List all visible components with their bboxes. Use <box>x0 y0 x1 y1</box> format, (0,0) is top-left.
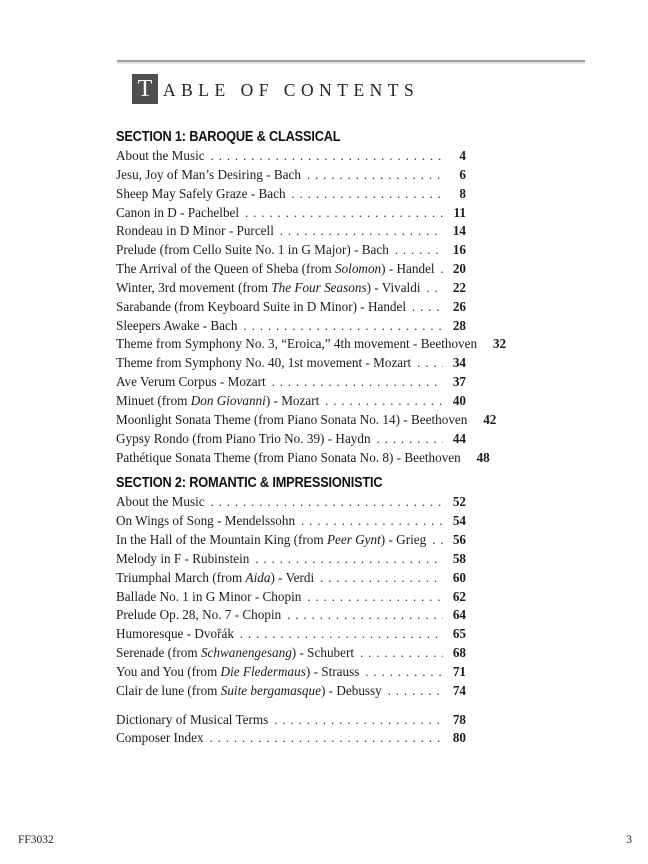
toc-entry <box>116 261 466 280</box>
catalog-number: FF3032 <box>18 834 54 846</box>
toc-entry <box>116 607 466 626</box>
toc-dot-leader <box>426 281 443 296</box>
toc-entry <box>116 730 466 749</box>
page-number: 3 <box>626 834 632 846</box>
toc-content <box>116 128 507 749</box>
toc-entry <box>116 374 466 393</box>
page-title-text: ABLE OF CONTENTS <box>163 80 420 100</box>
toc-entry <box>116 551 466 570</box>
toc-entry-title: Winter, 3rd movement (from The Four Seasons) - Vivaldi <box>116 279 421 295</box>
toc-entry <box>116 431 466 450</box>
toc-page-number: 26 <box>452 298 466 314</box>
toc-page-number: 54 <box>452 513 466 529</box>
toc-dot-leader <box>441 262 443 277</box>
toc-entry <box>116 336 507 355</box>
toc-dot-leader <box>301 514 443 529</box>
toc-dot-leader <box>280 224 443 239</box>
toc-entry <box>116 626 466 645</box>
toc-entry-title: The Arrival of the Queen of Sheba (from Solomon) - Handel <box>116 261 435 277</box>
toc-entry <box>116 411 497 431</box>
toc-page-number: 62 <box>452 588 466 604</box>
page-footer <box>18 834 632 846</box>
toc-dot-leader <box>307 590 443 605</box>
toc-dot-leader <box>325 394 443 409</box>
toc-dot-leader <box>272 375 443 390</box>
toc-dot-leader <box>412 300 443 315</box>
toc-sections <box>116 128 507 702</box>
toc-page-number: 20 <box>452 261 466 277</box>
toc-entry <box>116 186 466 205</box>
toc-dot-leader <box>395 243 443 258</box>
toc-entry-title: Gypsy Rondo (from Piano Trio No. 39) - Haydn <box>116 430 371 446</box>
toc-dot-leader <box>365 665 443 680</box>
toc-page-number: 4 <box>459 148 466 163</box>
toc-entry-title: Serenade (from Schwanengesang) - Schubert <box>116 645 355 661</box>
header-rule <box>117 60 585 62</box>
drop-cap-letter: T <box>132 74 158 104</box>
toc-entry <box>116 664 466 683</box>
toc-page-number: 37 <box>452 374 466 390</box>
toc-entry <box>116 513 466 532</box>
toc-entry-title: Composer Index <box>116 730 204 746</box>
toc-entry-title: Triumphal March (from Aida) - Verdi <box>116 569 315 585</box>
toc-page-number: 65 <box>452 626 466 642</box>
toc-page-number: 71 <box>452 663 466 679</box>
section-heading: SECTION 2: ROMANTIC & IMPRESSIONISTIC <box>116 475 383 492</box>
toc-page-number: 22 <box>452 279 466 295</box>
toc-page-number: 68 <box>452 645 466 661</box>
toc-entry <box>116 494 466 513</box>
toc-entry-title: Clair de lune (from Suite bergamasque) - Debussy <box>116 682 382 698</box>
toc-entry <box>116 223 466 242</box>
toc-entry-title: Ballade No. 1 in G Minor - Chopin <box>116 588 302 604</box>
toc-entry <box>116 683 466 702</box>
toc-section-1 <box>116 128 507 468</box>
toc-entry-title: On Wings of Song - Mendelssohn <box>116 513 296 529</box>
toc-dot-leader <box>210 731 443 746</box>
toc-page-number: 28 <box>452 317 466 333</box>
toc-entry <box>116 712 466 731</box>
toc-dot-leader <box>417 356 443 371</box>
toc-dot-leader <box>211 149 443 164</box>
toc-entry-title: Canon in D - Pachelbel <box>116 204 240 220</box>
toc-dot-leader <box>388 684 443 699</box>
toc-page-number: 32 <box>492 336 507 352</box>
toc-page-number: 74 <box>452 682 466 698</box>
toc-entry <box>116 299 466 318</box>
toc-dot-leader <box>274 713 443 728</box>
toc-entry-title: Melody in F - Rubinstein <box>116 550 250 566</box>
toc-entry <box>116 205 466 224</box>
toc-entry <box>116 645 466 664</box>
toc-page-number: 56 <box>452 532 466 548</box>
toc-entry <box>116 532 466 551</box>
toc-page-number: 60 <box>452 569 466 585</box>
toc-page-number: 8 <box>459 185 466 201</box>
toc-page-number: 78 <box>452 711 466 727</box>
toc-entry-title: Moonlight Sonata Theme (from Piano Sonata No. 14) - Beethoven <box>116 411 468 427</box>
toc-entry <box>116 148 466 167</box>
toc-page-number: 11 <box>453 204 466 220</box>
toc-entry-title: Sleepers Awake - Bach <box>116 317 238 333</box>
toc-dot-leader <box>377 432 443 447</box>
toc-entry-title: Dictionary of Musical Terms <box>116 711 269 727</box>
toc-dot-leader <box>432 533 443 548</box>
toc-entry <box>116 393 466 412</box>
toc-dot-leader <box>360 646 443 661</box>
toc-entry <box>116 449 490 469</box>
toc-dot-leader <box>243 319 443 334</box>
toc-entry-title: About the Music <box>116 148 205 163</box>
toc-entry-title: Prelude (from Cello Suite No. 1 in G Major) - Bach <box>116 242 389 258</box>
toc-entry <box>116 167 466 186</box>
toc-entry-title: You and You (from Die Fledermaus) - Strauss <box>116 663 360 679</box>
toc-entry-title: Prelude Op. 28, No. 7 - Chopin <box>116 607 282 623</box>
toc-end-matter <box>116 712 466 750</box>
toc-entry-title: Humoresque - Dvořák <box>116 626 234 642</box>
toc-page-number: 58 <box>452 550 466 566</box>
toc-page-number: 64 <box>452 607 466 623</box>
toc-dot-leader <box>245 206 443 221</box>
toc-page-number: 34 <box>452 355 466 371</box>
toc-page-number: 42 <box>483 411 497 427</box>
toc-entry-title: In the Hall of the Mountain King (from Peer Gynt) - Grieg <box>116 532 427 548</box>
toc-entry <box>116 242 466 261</box>
toc-entry-title: About the Music <box>116 494 205 510</box>
toc-page-number: 80 <box>452 730 466 746</box>
toc-dot-leader <box>287 608 443 623</box>
toc-entry-title: Pathétique Sonata Theme (from Piano Sonata No. 8) - Beethoven <box>116 449 461 465</box>
toc-dot-leader <box>292 187 443 202</box>
toc-entry-title: Sarabande (from Keyboard Suite in D Minor) - Handel <box>116 298 407 314</box>
toc-entry <box>116 355 466 374</box>
toc-dot-leader <box>320 571 443 586</box>
toc-section-2 <box>116 474 466 701</box>
toc-page-number: 6 <box>459 166 466 182</box>
toc-page-number: 44 <box>452 430 466 446</box>
toc-entry <box>116 280 466 299</box>
toc-entry-title: Rondeau in D Minor - Purcell <box>116 223 274 239</box>
toc-page-number: 48 <box>476 449 490 465</box>
toc-page-number: 14 <box>452 223 466 239</box>
toc-entry-title: Jesu, Joy of Man’s Desiring - Bach <box>116 166 301 182</box>
toc-entry <box>116 318 466 337</box>
section-heading: SECTION 1: BAROQUE & CLASSICAL <box>116 129 341 145</box>
toc-page-number: 40 <box>452 392 466 408</box>
toc-dot-leader <box>211 495 443 510</box>
toc-dot-leader <box>255 552 443 567</box>
toc-dot-leader <box>307 168 443 183</box>
toc-entry-title: Theme from Symphony No. 3, “Eroica,” 4th movement - Beethoven <box>116 336 478 352</box>
toc-dot-leader <box>240 627 443 642</box>
toc-entry-title: Sheep May Safely Graze - Bach <box>116 185 286 201</box>
toc-page-number: 16 <box>452 242 466 258</box>
toc-entry-title: Minuet (from Don Giovanni) - Mozart <box>116 392 320 408</box>
toc-entry-title: Ave Verum Corpus - Mozart <box>116 374 266 390</box>
toc-entry <box>116 589 466 608</box>
toc-entry <box>116 570 466 589</box>
toc-entry-title: Theme from Symphony No. 40, 1st movement - Mozart <box>116 355 412 371</box>
page-title <box>132 74 419 104</box>
toc-page-number: 52 <box>452 494 466 510</box>
